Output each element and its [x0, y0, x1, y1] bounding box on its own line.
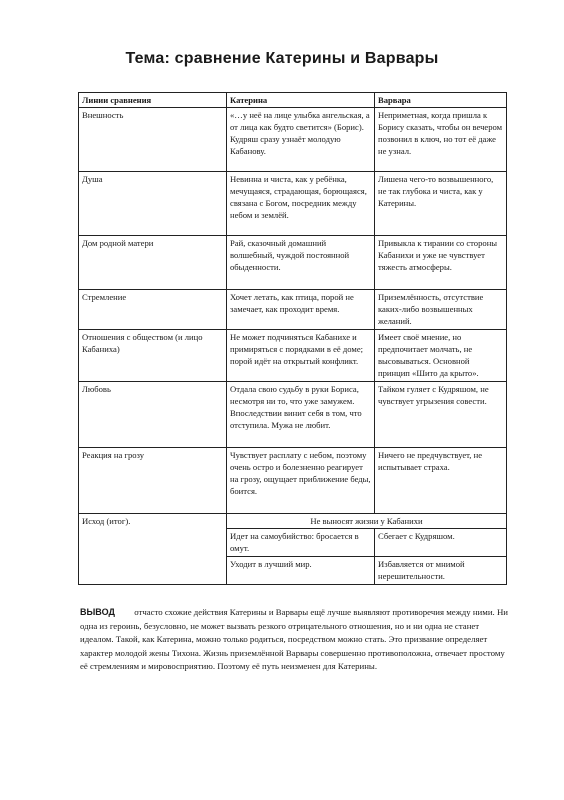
conclusion-paragraph [80, 606, 510, 674]
row-line-label: Реакция на грозу [79, 448, 227, 514]
row-varvara-cell: Привыкла к тирании со стороны Кабанихи и уже не чувствует тяжесть атмосферы. [375, 236, 507, 290]
row-katerina-cell: Чувствует расплату с небом, поэтому очень остро и болезненно реагирует на грозу, ощущает приближение беды, боится. [227, 448, 375, 514]
comparison-table [78, 92, 507, 585]
row-varvara-cell: Лишена чего-то возвышенного, не так глубока и чиста, как у Катерины. [375, 172, 507, 236]
row-varvara-cell: Тайком гуляет с Кудряшом, не чувствует угрызения совести. [375, 382, 507, 448]
table-row [79, 236, 507, 290]
exit-varvara-cell-2: Избавляется от мнимой нерешительности. [375, 557, 507, 585]
table-header-row [79, 93, 507, 108]
row-line-label: Стремление [79, 290, 227, 330]
table-row [79, 290, 507, 330]
table-row [79, 330, 507, 382]
conclusion-text: отчасто схожие действия Катерины и Варвары ещё лучше выявляют противоречия между ними. Ни одна из героинь, безусловно, не может вызвать резкого отрицательного отношения, но и ни одна не станет идеалом. Такой, как Катерина, можно только родиться, посредством можно стать. Это призвание определяет характер молодой жены Тихона. Жизнь приземлённой Варвары совершенно противоположна, отвечает простому её стремлениям и мировосприятию. Поэтому её путь неизменен для Катерины. [80, 607, 509, 672]
row-line-label: Душа [79, 172, 227, 236]
table-row [79, 172, 507, 236]
exit-merged-cell: Не выносят жизни у Кабанихи [227, 514, 507, 529]
header-varvara: Варвара [375, 93, 507, 108]
table-row [79, 448, 507, 514]
table-row [79, 108, 507, 172]
row-line-label: Дом родной матери [79, 236, 227, 290]
row-line-label: Внешность [79, 108, 227, 172]
row-varvara-cell: Неприметная, когда пришла к Борису сказать, чтобы он вечером позвонил в ключ, но тот её даже не узнал. [375, 108, 507, 172]
exit-varvara-cell-1: Сбегает с Кудряшом. [375, 529, 507, 557]
row-varvara-cell: Ничего не предчувствует, не испытывает страха. [375, 448, 507, 514]
conclusion-label: ВЫВОД [80, 607, 115, 617]
row-katerina-cell: Рай, сказочный домашний волшебный, чуждой постоянной обыденности. [227, 236, 375, 290]
header-katerina: Катерина [227, 93, 375, 108]
row-line-label: Любовь [79, 382, 227, 448]
exit-katerina-cell-2: Уходит в лучший мир. [227, 557, 375, 585]
exit-katerina-cell-1: Идет на самоубийство: бросается в омут. [227, 529, 375, 557]
exit-line-label: Исход (итог). [79, 514, 227, 585]
row-varvara-cell: Имеет своё мнение, но предпочитает молчать, не высовываться. Основной принцип «Шито да крыто». [375, 330, 507, 382]
row-katerina-cell: Не может подчиняться Кабанихе и примиряться с порядками в её доме; порой идёт на открытый конфликт. [227, 330, 375, 382]
row-katerina-cell: Хочет летать, как птица, порой не замечает, как проходит время. [227, 290, 375, 330]
header-lines: Линии сравнения [79, 93, 227, 108]
exit-row-merged [79, 514, 507, 529]
row-varvara-cell: Приземлённость, отсутствие каких-либо возвышенных желаний. [375, 290, 507, 330]
row-katerina-cell: «…у неё на лице улыбка ангельская, а от лица как будто светится» (Борис). Кудряш сразу узнаёт молодую Кабанову. [227, 108, 375, 172]
row-line-label: Отношения с обществом (и лицо Кабаниха) [79, 330, 227, 382]
page-title: Тема: сравнение Катерины и Варвары [125, 50, 439, 67]
row-katerina-cell: Невинна и чиста, как у ребёнка, мечущаяся, страдающая, борющаяся, связана с Богом, посредник между небом и землёй. [227, 172, 375, 236]
row-katerina-cell: Отдала свою судьбу в руки Бориса, несмотря ни то, что уже замужем. Впоследствии винит себя в том, что отступила. Мужа не любит. [227, 382, 375, 448]
table-row [79, 382, 507, 448]
